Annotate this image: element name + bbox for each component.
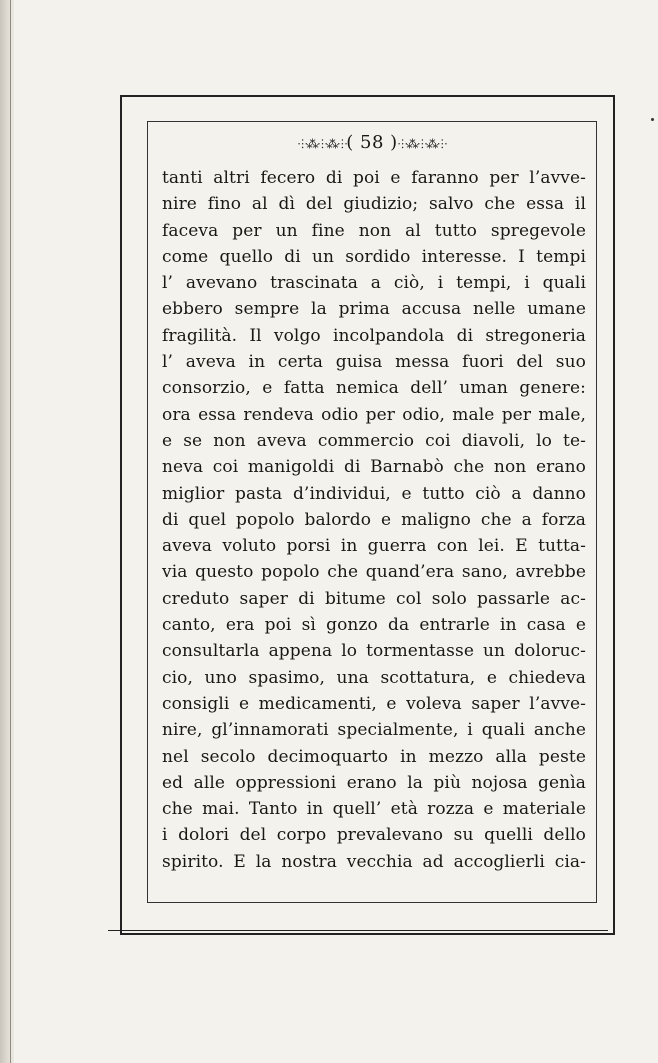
text-line: miglior pasta d’individui, e tutto ciò a danno <box>162 483 586 504</box>
page-number: ( 58 ) <box>346 132 398 153</box>
text-line: spirito. E la nostra vecchia ad accoglierli cia- <box>162 851 586 872</box>
text-line: canto, era poi sì gonzo da entrarle in casa e <box>162 615 586 636</box>
text-line: di quel popolo balordo e maligno che a forza <box>162 509 586 530</box>
ink-speck <box>651 118 654 121</box>
bottom-rule <box>108 930 608 931</box>
text-line: aveva voluto porsi in guerra con lei. E tutta- <box>162 536 586 557</box>
text-line: nel secolo decimoquarto in mezzo alla peste <box>162 746 586 767</box>
text-line: cio, uno spasimo, una scottatura, e chiedeva <box>162 667 586 688</box>
text-line: come quello di un sordido interesse. I tempi <box>162 246 586 267</box>
page-header <box>147 132 597 153</box>
text-line: fragilità. Il volgo incolpandola di stregoneria <box>162 325 586 346</box>
text-line: che mai. Tanto in quell’ età rozza e materiale <box>162 799 586 820</box>
text-line: i dolori del corpo prevalevano su quelli dello <box>162 825 586 846</box>
ornament-right-icon: ⸭⁂⸭⁂⸭ <box>397 137 447 151</box>
text-line: creduto saper di bitume col solo passarle ac- <box>162 588 586 609</box>
text-line: via questo popolo che quand’era sano, avrebbe <box>162 562 586 583</box>
ornament-left-icon: ⸭⁂⸭⁂⸭ <box>297 137 347 151</box>
binding-edge <box>10 0 11 1063</box>
text-line: nire, gl’innamorati specialmente, i quali anche <box>162 720 586 741</box>
text-line: tanti altri fecero di poi e faranno per l’avve- <box>162 168 586 188</box>
text-line: e se non aveva commercio coi diavoli, lo te- <box>162 430 586 451</box>
text-line: ora essa rendeva odio per odio, male per male, <box>162 404 586 425</box>
text-line: consigli e medicamenti, e voleva saper l’avve- <box>162 693 586 714</box>
text-line: neva coi manigoldi di Barnabò che non erano <box>162 457 586 478</box>
binding-shadow <box>0 0 14 1063</box>
text-line: l’ aveva in certa guisa messa fuori del suo <box>162 352 586 373</box>
text-line: faceva per un fine non al tutto spregevole <box>162 220 586 241</box>
text-line: l’ avevano trascinata a ciò, i tempi, i quali <box>162 273 586 294</box>
text-line: consorzio, e fatta nemica dell’ uman genere: <box>162 378 586 399</box>
text-line: consultarla appena lo tormentasse un doloruc- <box>162 641 586 662</box>
text-line: nire fino al dì del giudizio; salvo che essa il <box>162 194 586 215</box>
text-line: ed alle oppressioni erano la più nojosa genìa <box>162 772 586 793</box>
body-text <box>162 165 586 875</box>
text-line: ebbero sempre la prima accusa nelle umane <box>162 299 586 320</box>
